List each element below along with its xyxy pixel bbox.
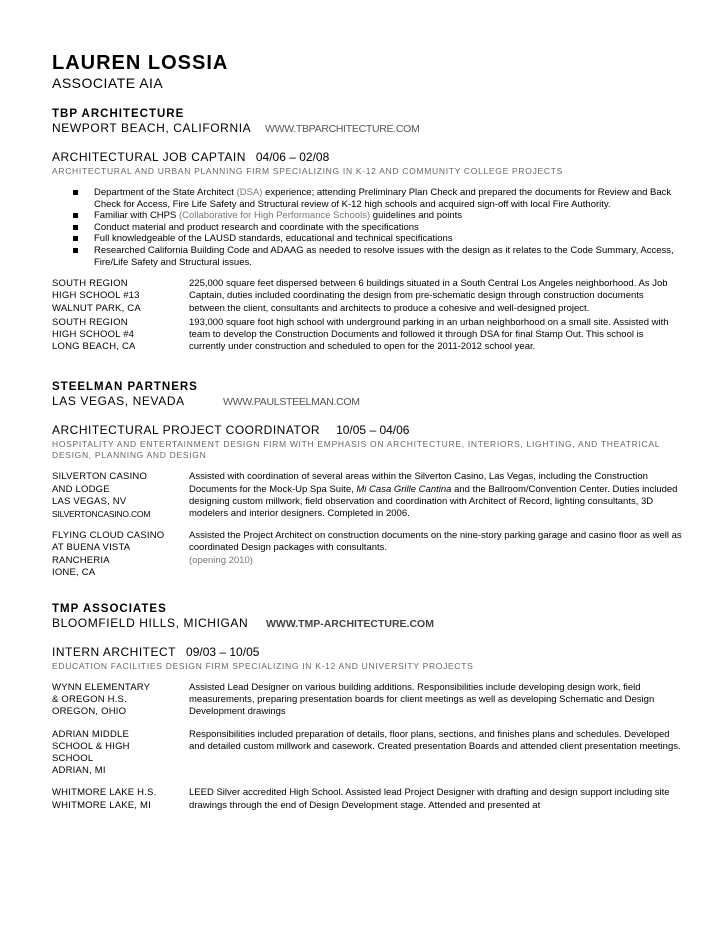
bullet-square-icon: [73, 236, 78, 241]
project-name: WHITMORE LAKE H.S. WHITMORE LAKE, MI: [52, 787, 157, 811]
firm-location: NEWPORT BEACH, CALIFORNIA: [52, 121, 252, 135]
job-steelman: [52, 381, 682, 579]
job-dates: 09/03 – 10/05: [186, 645, 260, 659]
bullet-square-icon: [73, 248, 78, 253]
job-dates: 10/05 – 04/06: [336, 423, 410, 438]
bullet-item: Researched California Building Code and ADAAG as needed to resolve issues with the design as it relates to the Code Summary, Access, Fire/Life Safety and Structural issues.: [72, 245, 682, 268]
project-entry: [52, 278, 682, 315]
firm-name: STEELMAN PARTNERS: [52, 381, 198, 394]
job-title: INTERN ARCHITECT: [52, 645, 177, 659]
project-name: SOUTH REGION HIGH SCHOOL #13 WALNUT PARK, CA: [52, 278, 141, 314]
bullet-item: Conduct material and product research and coordinate with the specifications: [72, 222, 682, 234]
project-description: Assisted with coordination of several areas within the Silverton Casino, Las Vegas, including the Construction Documents for the Mock-Up Spa Suite, Mi Casa Grille Cantina and the Ballroom/Convention Center. Duties included designing custom millwork, field observation and coordination with Architect of Record, lighting consultants, 3D modelers and interior designers. Completed in 2006.: [189, 471, 678, 519]
project-name: WYNN ELEMENTARY & OREGON H.S. OREGON, OHIO: [52, 682, 151, 718]
project-description: Assisted the Project Architect on construction documents on the nine-story parking garage and casino floor as well as coordinated Design packages with consultants. (opening 2010): [189, 530, 682, 566]
project-entry: [52, 317, 682, 354]
job-dates: 04/06 – 02/08: [255, 150, 330, 164]
firm-location: BLOOMFIELD HILLS, MICHIGAN: [52, 616, 249, 630]
project-url-link[interactable]: SILVERTONCASINO.COM: [52, 508, 151, 519]
project-name: ADRIAN MIDDLE SCHOOL & HIGH SCHOOL ADRIAN, MI: [52, 728, 130, 777]
project-entry: [52, 787, 682, 811]
job-title: ARCHITECTURAL JOB CAPTAIN: [52, 150, 246, 164]
bullet-square-icon: [73, 190, 78, 195]
resume-page: [52, 52, 682, 812]
project-entry: [52, 530, 682, 579]
firm-location-row: [52, 121, 682, 135]
bullet-item: Full knowledgeable of the LAUSD standards, educational and technical specifications: [72, 233, 682, 245]
project-description: 225,000 square feet dispersed between 6 buildings situated in a South Central Los Angeles neighborhood. As Job Captain, duties included coordinating the design from pre-schematic design through construction documents between the client, consultants and architects to produce a cohesive and well-designed project.: [189, 278, 668, 314]
firm-name: TBP ARCHITECTURE: [52, 108, 185, 120]
project-description: LEED Silver accredited High School. Assisted lead Project Designer with drafting and design support including site drawings through the end of Design Development stage. Attended and presented at: [189, 787, 670, 811]
project-description: Assisted Lead Designer on various building additions. Responsibilities include developing design work, field measurements, preparing presentation boards for client meetings as well as developing Schematic and Design Development drawings: [189, 682, 655, 718]
resume-name: LAUREN LOSSIA: [52, 52, 229, 74]
firm-description: EDUCATION FACILITIES DESIGN FIRM SPECIALIZING IN K-12 AND UNIVERSITY PROJECTS: [52, 661, 474, 671]
project-entry: [52, 471, 682, 520]
job-tbp: [52, 108, 682, 353]
project-description: Responsibilities included preparation of details, floor plans, sections, and finishes plans and schedules. Developed and detailed custom millwork and casework. Created presentation Boards and attended client presentation meetings.: [189, 728, 681, 752]
project-name: FLYING CLOUD CASINO AT BUENA VISTA RANCHERIA IONE, CA: [52, 530, 165, 578]
firm-name: TMP ASSOCIATES: [52, 603, 167, 615]
firm-location-row: [52, 394, 682, 408]
firm-location: LAS VEGAS, NEVADA: [52, 394, 185, 409]
firm-url-link[interactable]: WWW.PAULSTEELMAN.COM: [223, 396, 360, 409]
firm-url-link[interactable]: WWW.TMP-ARCHITECTURE.COM: [266, 618, 434, 630]
bullet-square-icon: [73, 225, 78, 230]
bullet-square-icon: [73, 213, 78, 218]
resume-subtitle: ASSOCIATE AIA: [52, 75, 164, 91]
project-name: SILVERTON CASINO AND LODGE LAS VEGAS, NV SILVERTONCASINO.COM: [52, 471, 189, 520]
job-title: ARCHITECTURAL PROJECT COORDINATOR: [52, 423, 321, 438]
project-note: (opening 2010): [189, 554, 253, 566]
project-description: 193,000 square foot high school with underground parking in an urban neighborhood on a small site. Assisted with team to develop the Construction Documents and followed it through DSA for final Stamp Out. This school is currently under construction and scheduled to open for the 2011-2012 school year.: [189, 316, 669, 353]
project-entry: [52, 729, 682, 778]
project-name: SOUTH REGION HIGH SCHOOL #4 LONG BEACH, CA: [52, 316, 136, 353]
job-title-row: [52, 423, 682, 437]
job-title-row: [52, 150, 682, 164]
firm-description: HOSPITALITY AND ENTERTAINMENT DESIGN FIRM WITH EMPHASIS ON ARCHITECTURE, INTERIORS, LIGHTING, AND THEATRICAL DESIGN, PLANNING AND DESIGN: [52, 439, 660, 461]
bullet-item: Familiar with CHPS (Collaborative for High Performance Schools) guidelines and points: [72, 210, 682, 222]
responsibility-list: [52, 187, 682, 268]
firm-url-link[interactable]: WWW.TBPARCHITECTURE.COM: [265, 123, 420, 135]
firm-description: ARCHITECTURAL AND URBAN PLANNING FIRM SPECIALIZING IN K-12 AND COMMUNITY COLLEGE PROJECTS: [52, 166, 563, 176]
firm-location-row: [52, 616, 682, 630]
bullet-item: Department of the State Architect (DSA) experience; attending Preliminary Plan Check and prepared the documents for Review and Back Check for Access, Fire Life Safety and Structural review of K-12 high schools and acquired sign-off with local Fire Authority.: [72, 187, 682, 210]
job-title-row: [52, 645, 682, 659]
project-entry: [52, 682, 682, 719]
job-tmp: [52, 603, 682, 812]
